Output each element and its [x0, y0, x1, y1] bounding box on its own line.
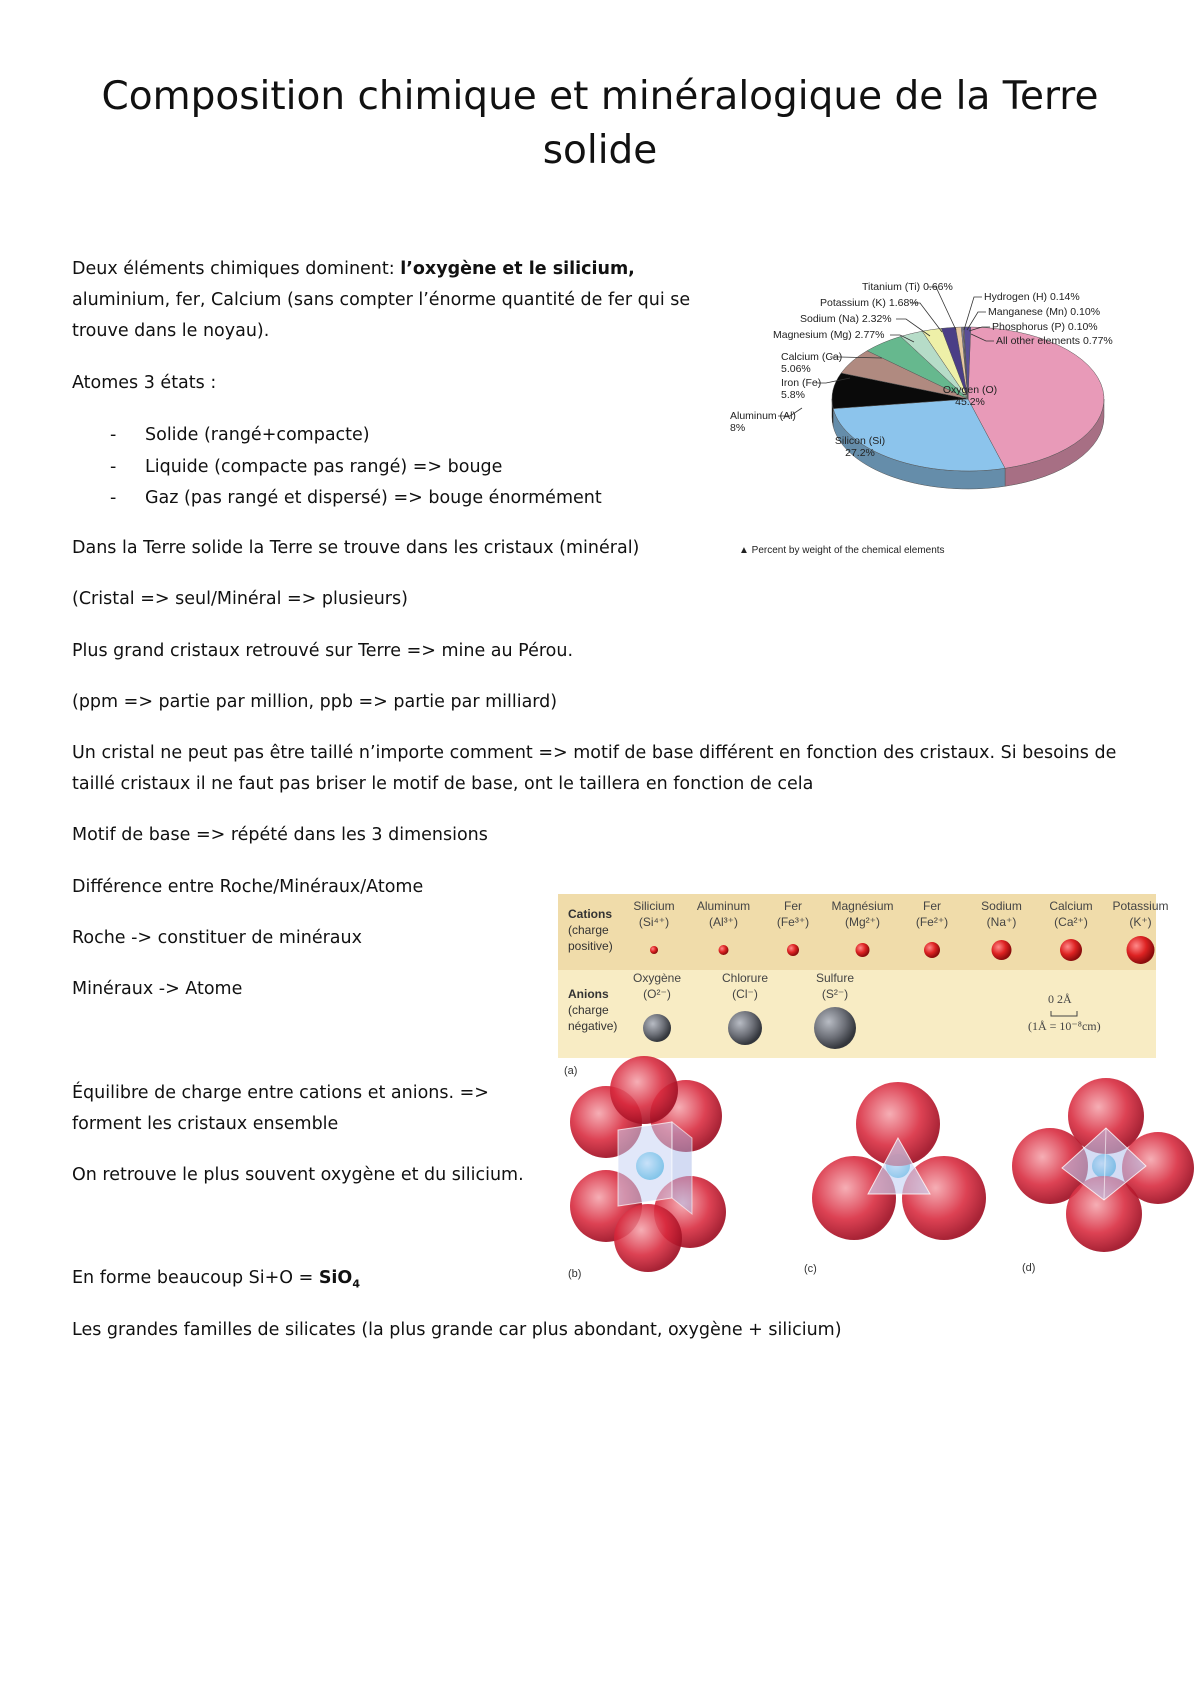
pie-label-hydrogen-h: Hydrogen (H) 0.14% [984, 291, 1080, 303]
paragraph-cutting: Un cristal ne peut pas être taillé n’importe comment => motif de base différent en fonction des cristaux. Si besoins de taillé cristaux il ne faut pas briser le motif de base, ont le taillera en fonction de cela [72, 743, 1117, 794]
cation-symbol: (Si⁴⁺) [638, 915, 670, 929]
anion-name: Sulfure [815, 971, 855, 985]
pie-caption: ▲ Percent by weight of the chemical elements [739, 545, 945, 556]
paragraph-families: Les grandes familles de silicates (la plus grande car plus abondant, oxygène + silicium) [72, 1320, 842, 1340]
anion-name: Chlorure [721, 971, 769, 985]
pie-label-calcium-ca: Calcium (Ca) [781, 351, 843, 363]
intro-text-1: Deux éléments chimiques dominent: [72, 259, 401, 279]
anion-symbol: (Cl⁻) [732, 987, 758, 1001]
pie-value-magnesium-mg: 2.77% [854, 329, 885, 341]
pie-value-titanium-ti: 0.66% [923, 281, 953, 293]
pie-label-aluminum-al: Aluminum (Al) [730, 410, 796, 422]
list-item: - Liquide (compacte pas rangé) => bouge [110, 456, 503, 477]
pie-label-sodium-na: Sodium (Na) 2.32% [800, 313, 892, 325]
anions-label-line: Anions [568, 987, 609, 1001]
paragraph-mineraux: Minéraux -> Atome [72, 979, 243, 999]
anion-symbol: (S²⁻) [821, 987, 849, 1001]
page-title: Composition chimique et minéralogique de la Terre solide [101, 74, 1099, 173]
panel-label-c: (c) [804, 1263, 817, 1275]
cation-ball [650, 946, 658, 954]
anion-name: Oxygène [632, 971, 682, 985]
anion-ball [814, 1007, 856, 1049]
paragraph-difference: Différence entre Roche/Minéraux/Atome [72, 877, 424, 897]
paragraph-cristal-definition: (Cristal => seul/Minéral => plusieurs) [72, 589, 408, 609]
pie-value-all-other-elements: 0.77% [1082, 335, 1113, 347]
list-item-text: Solide (rangé+compacte) [145, 425, 370, 445]
anion-ball [643, 1014, 671, 1042]
pie-value-hydrogen-h: 0.14% [1049, 291, 1080, 303]
cation-symbol: (K⁺) [1129, 915, 1152, 929]
cation-ball [924, 942, 940, 958]
cation-symbol: (Fe³⁺) [776, 915, 810, 929]
panel-label-b: (b) [568, 1268, 582, 1280]
intro-paragraph [72, 254, 712, 347]
pie-value-aluminum-al: 8% [730, 422, 746, 434]
pie-label-manganese-mn: Manganese (Mn) 0.10% [988, 306, 1101, 318]
pie-label-silicon-si: Silicon (Si) [834, 435, 886, 447]
cations-label-line: positive) [568, 939, 613, 953]
pie-leader-hydrogen-h [964, 297, 982, 330]
cations-label-line: (charge [568, 923, 609, 937]
cation-ball [1127, 936, 1155, 964]
pie-value-manganese-mn: 0.10% [1070, 306, 1101, 318]
cation-symbol: (Al³⁺) [709, 915, 738, 929]
scale-note: (1Å = 10⁻⁸cm) [1028, 1019, 1101, 1033]
ions-figure [558, 894, 1169, 1282]
paragraph-oxygene: On retrouve le plus souvent oxygène et du silicium. [72, 1165, 524, 1185]
cation-name: Silicium [633, 899, 675, 913]
paragraph-motif: Motif de base => répété dans les 3 dimensions [72, 825, 488, 845]
pie-value-calcium-ca: 5.06% [781, 363, 811, 375]
pie-label-iron-fe: Iron (Fe) [781, 377, 822, 389]
anions-label-line: (charge [568, 1003, 609, 1017]
cation-name: Calcium [1049, 899, 1093, 913]
cation-name: Fer [923, 899, 941, 913]
list-item: - Solide (rangé+compacte) [110, 425, 370, 445]
paragraph-roche: Roche -> constituer de minéraux [72, 928, 362, 948]
cation-ball [856, 943, 870, 957]
pie-value-silicon-si: 27.2% [845, 447, 875, 459]
paragraph-formula [72, 1263, 360, 1300]
cation-name: Fer [784, 899, 802, 913]
cation-ball [1060, 939, 1082, 961]
pie-value-iron-fe: 5.8% [781, 389, 805, 401]
cations-label-line: Cations [568, 907, 613, 921]
pie-value-oxygen-o: 45.2% [955, 396, 985, 408]
pie-chart-figure [730, 282, 1140, 554]
paragraph-crystals: Dans la Terre solide la Terre se trouve dans les cristaux (minéral) [72, 538, 640, 558]
pie-label-magnesium-mg: Magnesium (Mg) 2.77% [773, 329, 885, 341]
pie-label-potassium-k: Potassium (K) 1.68% [820, 297, 919, 309]
pie-value-potassium-k: 1.68% [888, 297, 919, 309]
panel-label-d: (d) [1022, 1262, 1036, 1274]
cation-symbol: (Mg²⁺) [845, 915, 880, 929]
pie-label-titanium-ti: Titanium (Ti) 0.66% [862, 281, 953, 293]
anion-ball [728, 1011, 762, 1045]
cation-name: Aluminum [696, 899, 751, 913]
states-list [72, 420, 602, 515]
formula-sio: SiO [318, 1268, 353, 1288]
anions-label-line: négative) [568, 1019, 618, 1033]
anion-symbol: (O²⁻) [643, 987, 671, 1001]
states-heading: Atomes 3 états : [72, 373, 217, 393]
intro-text-2: aluminium, fer, Calcium (sans compter l’énorme quantité de fer qui se trouve dans le noyau). [72, 290, 691, 341]
formula-subscript: 4 [352, 1277, 360, 1291]
cation-name: Magnésium [831, 899, 894, 913]
cation-name: Potassium [1112, 899, 1169, 913]
pie-value-sodium-na: 2.32% [861, 313, 892, 325]
list-item: - Gaz (pas rangé et dispersé) => bouge énormément [110, 488, 602, 508]
panel-label-a: (a) [564, 1065, 578, 1077]
intro-bold: l’oxygène et le silicium, [400, 259, 635, 279]
pie-label-oxygen-o: Oxygen (O) [942, 384, 998, 396]
cation-ball [719, 945, 729, 955]
paragraph-equilibre: Équilibre de charge entre cations et anions. => forment les cristaux ensemble [72, 1083, 489, 1134]
pie-value-phosphorus-p: 0.10% [1067, 321, 1098, 333]
pie-leader-titanium-ti [928, 287, 956, 330]
cation-symbol: (Ca²⁺) [1054, 915, 1088, 929]
cation-name: Sodium [981, 899, 1022, 913]
cation-ball [787, 944, 799, 956]
pie-label-all-other-elements: All other elements 0.77% [996, 335, 1113, 347]
paragraph-ppm: (ppm => partie par million, ppb => partie par milliard) [72, 692, 558, 712]
cation-ball [992, 940, 1012, 960]
formula-text: En forme beaucoup Si+O = [72, 1268, 319, 1288]
cation-symbol: (Fe²⁺) [915, 915, 949, 929]
paragraph-biggest-crystal: Plus grand cristaux retrouvé sur Terre => mine au Pérou. [72, 641, 574, 661]
list-item-text: Gaz (pas rangé et dispersé) => bouge énormément [145, 488, 602, 508]
list-item-text: Liquide (compacte pas rangé) => bouge [145, 456, 503, 477]
cation-symbol: (Na⁺) [986, 915, 1017, 929]
formula-bold [318, 1268, 360, 1291]
pie-label-phosphorus-p: Phosphorus (P) 0.10% [992, 321, 1098, 333]
scale-ticks: 0 2Å [1048, 992, 1072, 1006]
